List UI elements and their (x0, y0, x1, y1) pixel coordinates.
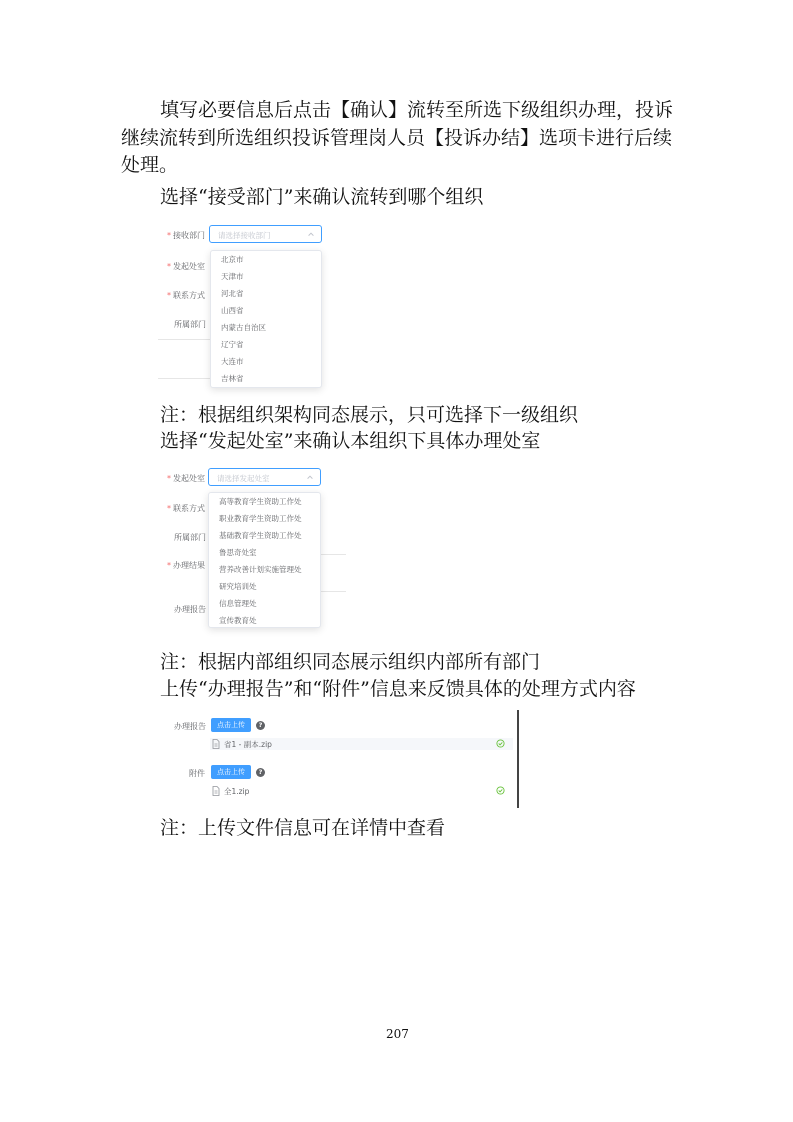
dropdown-option[interactable]: 高等教育学生资助工作处 (219, 497, 302, 506)
initiating-office-label: * 发起处室 (167, 262, 205, 271)
dropdown-option[interactable]: 基础教育学生资助工作处 (219, 531, 302, 540)
scrollbar-edge (517, 710, 519, 808)
initiating-office-screenshot (158, 465, 358, 630)
receiving-dept-placeholder: 请选择接收部门 (218, 231, 271, 240)
section1-note: 注：根据组织架构同态展示，只可选择下一级组织 (160, 404, 579, 426)
divider (158, 378, 210, 379)
help-icon[interactable]: ? (256, 721, 265, 730)
attachment-file-row[interactable] (210, 785, 513, 797)
initiating-office-placeholder: 请选择发起处室 (217, 474, 270, 483)
section3-heading: 上传“办理报告”和“附件”信息来反馈具体的处理方式内容 (160, 678, 636, 700)
upload-screenshot (158, 710, 523, 810)
attachment-upload-button[interactable]: 点击上传 (211, 765, 251, 779)
success-check-icon (496, 739, 505, 748)
dropdown-option[interactable]: 吉林省 (221, 374, 244, 383)
dropdown-option[interactable]: 天津市 (221, 272, 244, 281)
dropdown-option[interactable]: 北京市 (221, 255, 244, 264)
receiving-dept-dropdown (210, 250, 322, 388)
dropdown-option[interactable]: 鲁思奇处室 (219, 548, 257, 557)
success-check-icon (496, 786, 505, 795)
section3-note: 注：上传文件信息可在详情中查看 (160, 817, 446, 839)
receiving-dept-label: * 接收部门 (167, 231, 205, 240)
dropdown-option[interactable]: 研究培训处 (219, 582, 257, 591)
dropdown-option[interactable]: 辽宁省 (221, 340, 244, 349)
file-icon (212, 739, 220, 749)
divider (320, 554, 346, 555)
dropdown-option[interactable]: 信息管理处 (219, 599, 257, 608)
attachment-label: 附件 (189, 769, 205, 778)
report-file-name: 省1 - 副本.zip (224, 740, 272, 749)
report-upload-label: 办理报告 (174, 722, 206, 731)
section1-heading: 选择“接受部门”来确认流转到哪个组织 (160, 186, 484, 208)
dropdown-option[interactable]: 宣传教育处 (219, 616, 257, 625)
chevron-up-icon (306, 473, 314, 481)
section2-note: 注：根据内部组织同态展示组织内部所有部门 (160, 651, 541, 673)
intro-line-2: 继续流转到所选组织投诉管理岗人员【投诉办结】选项卡进行后续 (121, 127, 673, 149)
dropdown-option[interactable]: 河北省 (221, 289, 244, 298)
intro-line-1: 填写必要信息后点击【确认】流转至所选下级组织办理，投诉 (160, 99, 674, 121)
initiating-office-dropdown (208, 492, 321, 628)
intro-line-3: 处理。 (121, 154, 179, 176)
divider (320, 591, 346, 592)
divider (158, 339, 210, 340)
page-number: 207 (386, 1027, 409, 1041)
report-file-row[interactable] (210, 738, 513, 750)
owning-dept-label: 所属部门 (174, 533, 206, 542)
contact-method-label: * 联系方式 (167, 504, 205, 513)
section2-heading: 选择“发起处室”来确认本组织下具体办理处室 (160, 430, 541, 452)
dropdown-option[interactable]: 营养改善计划实施管理处 (219, 565, 302, 574)
dropdown-option[interactable]: 内蒙古自治区 (221, 323, 266, 332)
contact-method-label: * 联系方式 (167, 291, 205, 300)
report-label: 办理报告 (174, 605, 206, 614)
dropdown-option[interactable]: 山西省 (221, 306, 244, 315)
attachment-file-name: 全1.zip (224, 787, 250, 796)
initiating-office-select[interactable] (208, 468, 321, 486)
owning-dept-label: 所属部门 (174, 320, 206, 329)
report-upload-button[interactable]: 点击上传 (211, 718, 251, 732)
help-icon[interactable]: ? (256, 768, 265, 777)
file-icon (212, 786, 220, 796)
result-label: * 办理结果 (167, 561, 205, 570)
dropdown-option[interactable]: 大连市 (221, 357, 244, 366)
receiving-dept-screenshot (158, 222, 358, 390)
chevron-up-icon (307, 230, 315, 238)
dropdown-option[interactable]: 职业教育学生资助工作处 (219, 514, 302, 523)
initiating-office-label: * 发起处室 (167, 474, 205, 483)
receiving-dept-select[interactable] (209, 225, 322, 243)
